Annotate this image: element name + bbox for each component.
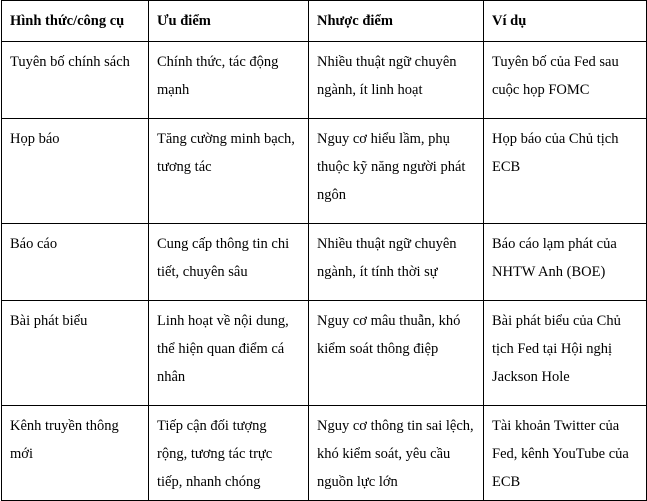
cell-advantages: Tăng cường minh bạch, tương tác xyxy=(149,119,309,224)
cell-advantages: Tiếp cận đối tượng rộng, tương tác trực tiếp, nhanh chóng xyxy=(149,406,309,501)
table-row xyxy=(2,301,647,406)
cell-form-tool: Bài phát biểu xyxy=(2,301,149,406)
cell-disadvantages: Nguy cơ mâu thuẫn, khó kiểm soát thông điệp xyxy=(309,301,484,406)
cell-example: Bài phát biểu của Chủ tịch Fed tại Hội nghị Jackson Hole xyxy=(484,301,647,406)
cell-form-tool: Tuyên bố chính sách xyxy=(2,42,149,119)
cell-disadvantages: Nhiều thuật ngữ chuyên ngành, ít linh hoạt xyxy=(309,42,484,119)
header-advantages: Ưu điểm xyxy=(149,1,309,42)
comparison-table xyxy=(1,0,647,501)
table-row xyxy=(2,224,647,301)
cell-form-tool: Kênh truyền thông mới xyxy=(2,406,149,501)
cell-advantages: Linh hoạt về nội dung, thể hiện quan điểm cá nhân xyxy=(149,301,309,406)
cell-example: Họp báo của Chủ tịch ECB xyxy=(484,119,647,224)
cell-example: Báo cáo lạm phát của NHTW Anh (BOE) xyxy=(484,224,647,301)
header-form-tool: Hình thức/công cụ xyxy=(2,1,149,42)
cell-example: Tuyên bố của Fed sau cuộc họp FOMC xyxy=(484,42,647,119)
table-row xyxy=(2,119,647,224)
table-row xyxy=(2,406,647,501)
cell-disadvantages: Nhiều thuật ngữ chuyên ngành, ít tính thời sự xyxy=(309,224,484,301)
cell-example: Tài khoản Twitter của Fed, kênh YouTube của ECB xyxy=(484,406,647,501)
header-disadvantages: Nhược điểm xyxy=(309,1,484,42)
header-examples: Ví dụ xyxy=(484,1,647,42)
table-row xyxy=(2,42,647,119)
table-body xyxy=(2,42,647,501)
cell-advantages: Cung cấp thông tin chi tiết, chuyên sâu xyxy=(149,224,309,301)
cell-advantages: Chính thức, tác động mạnh xyxy=(149,42,309,119)
cell-form-tool: Báo cáo xyxy=(2,224,149,301)
cell-form-tool: Họp báo xyxy=(2,119,149,224)
header-row xyxy=(2,1,647,42)
cell-disadvantages: Nguy cơ thông tin sai lệch, khó kiểm soát, yêu cầu nguồn lực lớn xyxy=(309,406,484,501)
table-header xyxy=(2,1,647,42)
cell-disadvantages: Nguy cơ hiểu lầm, phụ thuộc kỹ năng người phát ngôn xyxy=(309,119,484,224)
